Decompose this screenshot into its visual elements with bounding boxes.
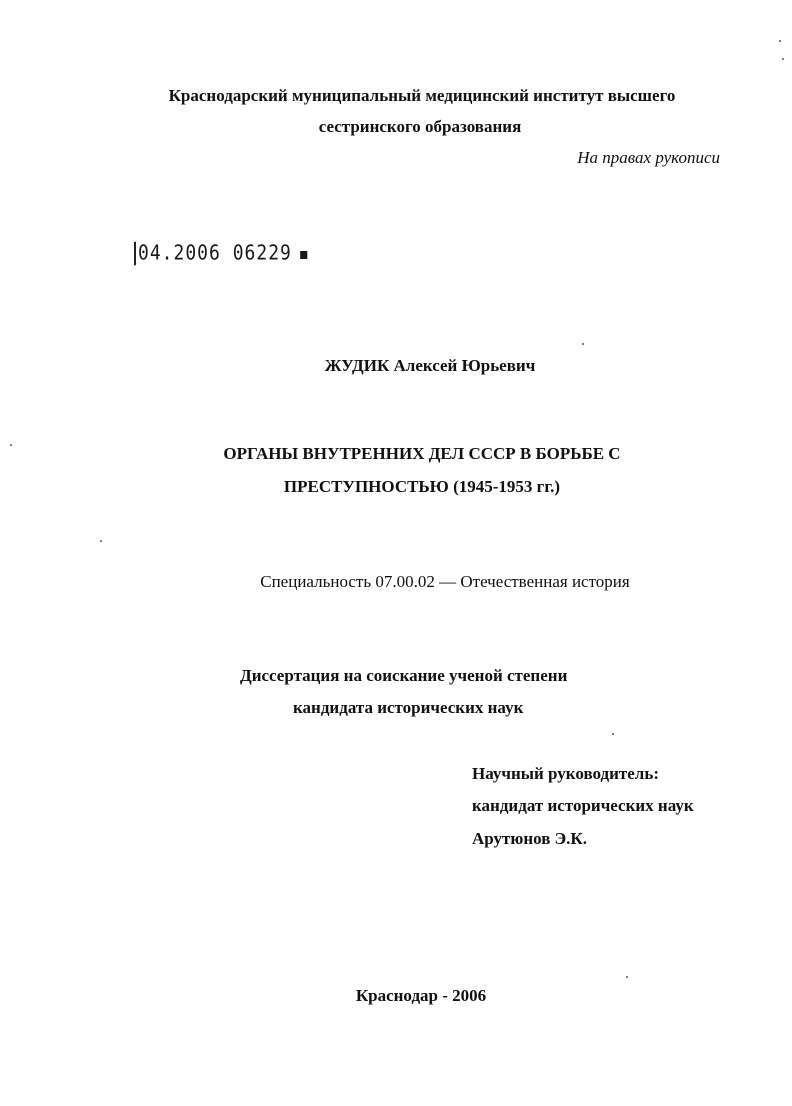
author-name: ЖУДИК Алексей Юрьевич <box>324 356 536 375</box>
scan-speck <box>100 540 102 542</box>
scan-speck <box>612 733 614 735</box>
stamp-number-text: 04.2006 06229 <box>138 241 292 266</box>
specialty: Специальность 07.00.02 — Отечественная история <box>260 572 630 591</box>
rights-note: На правах рукописи <box>577 148 720 167</box>
scan-speck <box>779 40 781 42</box>
scan-speck <box>626 976 628 978</box>
scan-speck <box>10 444 12 446</box>
institution-line-1: Краснодарский муниципальный медицинский институт высшего <box>168 86 676 105</box>
institution-line-2: сестринского образования <box>318 117 522 136</box>
dissertation-title-line-1: ОРГАНЫ ВНУТРЕННИХ ДЕЛ СССР В БОРЬБЕ С <box>223 444 621 463</box>
scan-speck <box>782 58 784 60</box>
scan-speck <box>582 343 584 345</box>
degree-line-1: Диссертация на соискание ученой степени <box>240 666 568 685</box>
supervisor-name: Арутюнов Э.К. <box>472 829 588 848</box>
degree-line-2: кандидата исторических наук <box>293 698 524 717</box>
archive-stamp-number: 04.2006 06229 ■ <box>134 242 308 266</box>
supervisor-label: Научный руководитель: <box>472 764 659 783</box>
dissertation-title-line-2: ПРЕСТУПНОСТЬЮ (1945-1953 гг.) <box>283 477 561 496</box>
city-year: Краснодар - 2006 <box>355 986 487 1005</box>
supervisor-rank: кандидат исторических наук <box>472 796 694 815</box>
